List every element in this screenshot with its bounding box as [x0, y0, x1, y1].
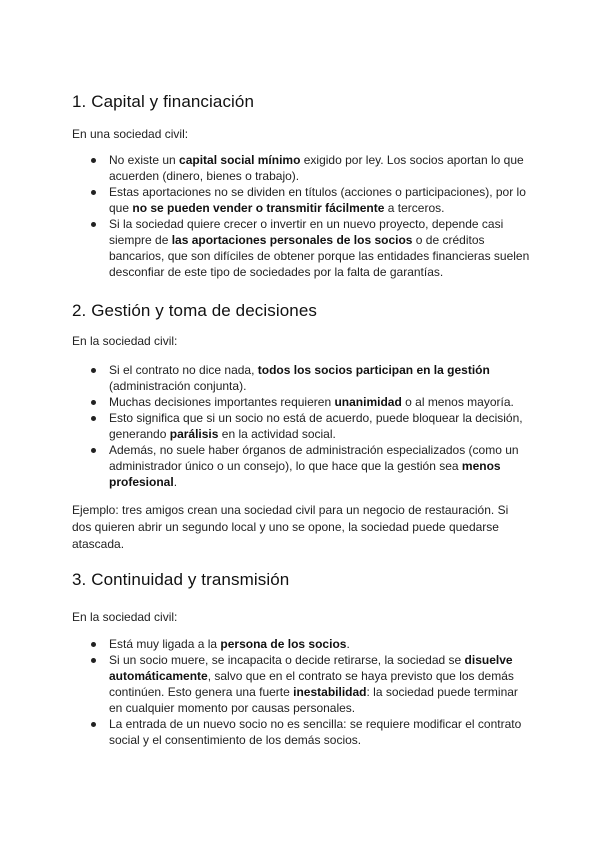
text-run: La entrada de un nuevo socio no es sencilla: se requiere modificar el contrato social y el consentimiento de los demás socios.	[109, 717, 522, 747]
list-item	[72, 636, 532, 652]
bullet-list	[72, 636, 532, 748]
text-run: Si un socio muere, se incapacita o decide retirarse, la sociedad se	[109, 653, 465, 667]
bold-text: parálisis	[169, 427, 219, 441]
list-item	[72, 152, 532, 184]
text-run: Esto significa que si un socio no está de acuerdo, puede bloquear la decisión, generando	[109, 411, 523, 441]
bold-text: todos los socios participan en la gestión	[257, 363, 490, 377]
text-run: exigido por ley. Los socios aportan lo que acuerden (dinero, bienes o trabajo).	[109, 153, 524, 183]
list-item	[72, 394, 532, 410]
text-run: , salvo que en el contrato se haya previsto que los demás continúen. Esto genera una fuerte	[109, 669, 514, 699]
bold-text: las aportaciones personales de los socios	[171, 233, 413, 247]
list-item	[72, 362, 532, 394]
list-item	[72, 442, 532, 490]
text-run: Está muy ligada a la	[109, 637, 221, 651]
text-run: Si el contrato no dice nada,	[109, 363, 258, 377]
bold-text: unanimidad	[334, 395, 402, 409]
text-run: .	[346, 637, 350, 651]
list-item	[72, 216, 532, 280]
bold-text: capital social mínimo	[179, 153, 301, 167]
bullet-list	[72, 362, 532, 490]
text-run: en la actividad social.	[218, 427, 336, 441]
section-heading: 3. Continuidad y transmisión	[72, 570, 290, 589]
bold-text: menos profesional	[109, 459, 501, 489]
text-run: o de créditos bancarios, que son difíciles de obtener porque las entidades financieras suelen desconfiar de este tipo de sociedades por la falta de garantías.	[109, 233, 530, 279]
text-run: Muchas decisiones importantes requieren	[109, 395, 335, 409]
text-run: .	[173, 475, 178, 489]
text-run: Estas aportaciones no se dividen en títulos (acciones o participaciones), por lo que	[109, 185, 526, 215]
list-item	[72, 716, 532, 748]
bold-text: disuelve automáticamente	[109, 653, 513, 683]
bold-text: no se pueden vender o transmitir fácilmente	[132, 201, 385, 215]
list-item	[72, 652, 532, 716]
section-intro: En una sociedad civil:	[72, 127, 189, 141]
text-run: : la sociedad puede terminar en cualquier momento por causas personales.	[109, 685, 518, 715]
section-intro: En la sociedad civil:	[72, 334, 178, 348]
bullet-list	[72, 152, 532, 280]
section-heading: 2. Gestión y toma de decisiones	[72, 301, 318, 320]
bold-text: persona de los socios	[220, 637, 347, 651]
text-run: Además, no suele haber órganos de administración especializados (como un administrador único o un consejo), lo que hace que la gestión sea	[109, 443, 519, 473]
section-intro: En la sociedad civil:	[72, 610, 178, 624]
list-item	[72, 410, 532, 442]
text-run: o al menos mayoría.	[401, 395, 514, 409]
section-heading: 1. Capital y financiación	[72, 92, 255, 111]
text-run: No existe un	[109, 153, 180, 167]
text-run: (administración conjunta).	[109, 379, 247, 393]
example-paragraph: Ejemplo: tres amigos crean una sociedad civil para un negocio de restauración. Si dos quieren abrir un segundo local y uno se opone, la sociedad puede quedarse atascada.	[72, 503, 509, 551]
text-run: a terceros.	[384, 201, 445, 215]
list-item	[72, 184, 532, 216]
text-run: Si la sociedad quiere crecer o invertir en un nuevo proyecto, depende casi siempre de	[109, 217, 504, 247]
bold-text: inestabilidad	[293, 685, 367, 699]
